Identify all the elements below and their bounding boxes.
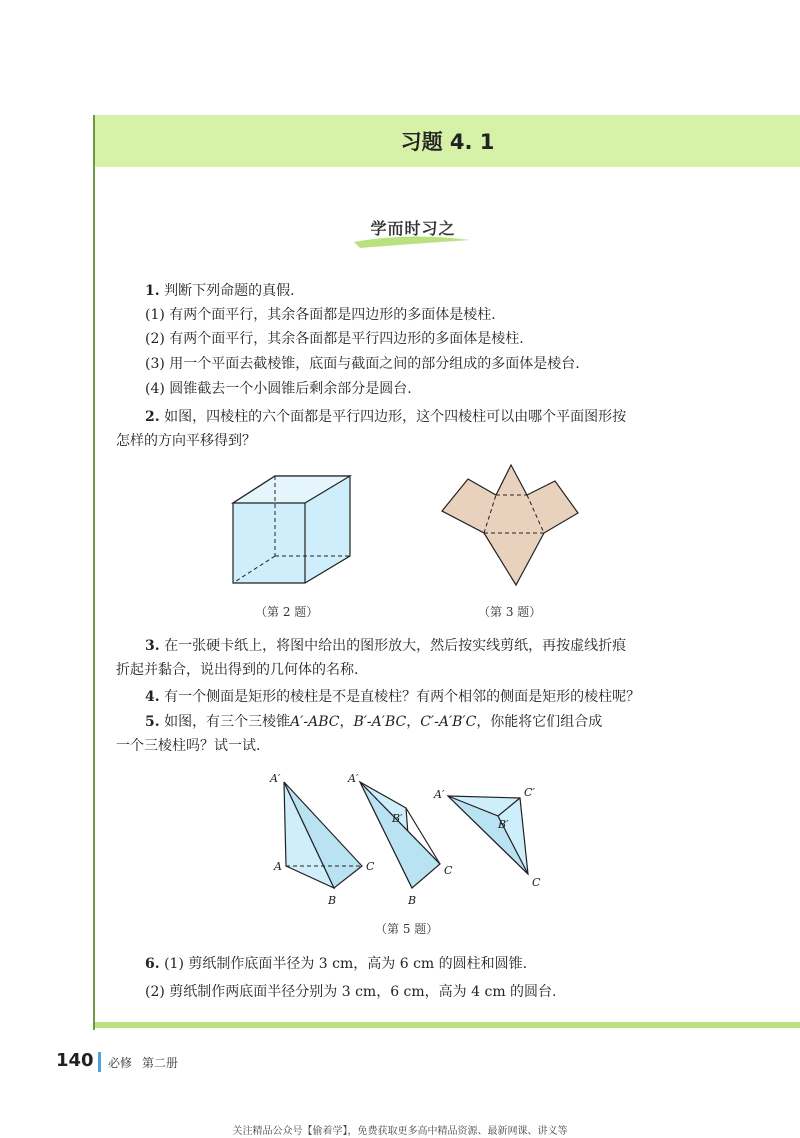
label-p2-c: C (444, 864, 453, 877)
label-p2-mid: B′ (392, 812, 403, 825)
page-number: 140 (56, 1050, 94, 1071)
q1-item-1: (1) 有两个面平行，其余各面都是四边形的多面体是棱柱. (145, 307, 496, 323)
bottom-rule (95, 1022, 800, 1028)
question-number: 6. (145, 956, 160, 972)
question-text: 有一个侧面是矩形的棱柱是不是直棱柱？有两个相邻的侧面是矩形的棱柱呢？ (164, 689, 641, 705)
question-text: 如图，有三个三棱锥 (164, 714, 291, 730)
label-p1-apex: A′ (270, 772, 281, 785)
question-number: 1. (145, 283, 160, 299)
caption-fig3: （第 3 题） (478, 605, 542, 619)
pyramid-3-label: C′-A′B′C (420, 714, 477, 730)
figure-parallelepiped (225, 468, 365, 590)
question-number: 5. (145, 714, 160, 730)
question-number: 2. (145, 409, 160, 425)
figure-three-pyramids (262, 770, 562, 910)
label-p3-b: B′ (498, 818, 509, 831)
exercise-banner (95, 115, 800, 167)
question-2 (145, 408, 626, 426)
caption-fig5: （第 5 题） (375, 922, 439, 936)
question-3 (145, 637, 626, 655)
section-title: 学而时习之 (370, 219, 456, 238)
question-6-part-2: (2) 剪纸制作两底面半径分别为 3 cm，6 cm，高为 4 cm 的圆台. (145, 984, 557, 1000)
label-p3-c: C (532, 876, 541, 889)
question-number: 4. (145, 689, 160, 705)
question-text: 判断下列命题的真假. (164, 283, 295, 299)
book-series: 必修 (108, 1056, 133, 1070)
separator: ， (406, 714, 421, 730)
figure-pyramid-net (440, 463, 582, 589)
question-6 (145, 955, 527, 973)
question-2-cont: 怎样的方向平移得到？ (116, 433, 256, 449)
separator: ， (339, 714, 354, 730)
question-5-cont: 一个三棱柱吗？试一试. (116, 738, 261, 754)
label-p1-b: B (328, 894, 337, 907)
question-text: (1) 剪纸制作底面半径为 3 cm，高为 6 cm 的圆柱和圆锥. (164, 956, 528, 972)
pyramid-1-label: A′-ABC (290, 714, 340, 730)
question-number: 3. (145, 638, 160, 654)
label-p3-apex: C′ (524, 786, 535, 799)
question-4 (145, 688, 640, 706)
label-p1-a: A (274, 860, 282, 873)
q1-item-4: (4) 圆锥截去一个小圆锥后剩余部分是圆台. (145, 381, 412, 397)
q1-item-3: (3) 用一个平面去截棱锥，底面与截面之间的部分组成的多面体是棱台. (145, 356, 580, 372)
question-text-end: ，你能将它们组合成 (476, 714, 603, 730)
exercise-title: 习题 4. 1 (400, 130, 495, 154)
question-1 (145, 282, 295, 300)
q1-item-2: (2) 有两个面平行，其余各面都是平行四边形的多面体是棱柱. (145, 331, 524, 347)
footer-note: 关注精品公众号【偷着学】，免费获取更多高中精品资源、最新网课、讲义等 (232, 1126, 568, 1137)
book-volume: 第二册 (142, 1056, 179, 1070)
label-p1-c: C (366, 860, 375, 873)
pyramid-2-label: B′-A′BC (353, 714, 407, 730)
label-p2-apex: A′ (348, 772, 359, 785)
page-bar-decoration (98, 1052, 101, 1072)
question-3-cont: 折起并黏合，说出得到的几何体的名称. (116, 662, 359, 678)
label-p3-a: A′ (434, 788, 445, 801)
label-p2-b: B (408, 894, 417, 907)
question-text: 在一张硬卡纸上，将图中给出的图形放大，然后按实线剪纸，再按虚线折痕 (164, 638, 627, 654)
book-info (108, 1054, 188, 1071)
question-text: 如图，四棱柱的六个面都是平行四边形，这个四棱柱可以由哪个平面图形按 (164, 409, 627, 425)
caption-fig2: （第 2 题） (255, 605, 319, 619)
question-5 (145, 713, 602, 731)
section-heading (350, 212, 476, 252)
